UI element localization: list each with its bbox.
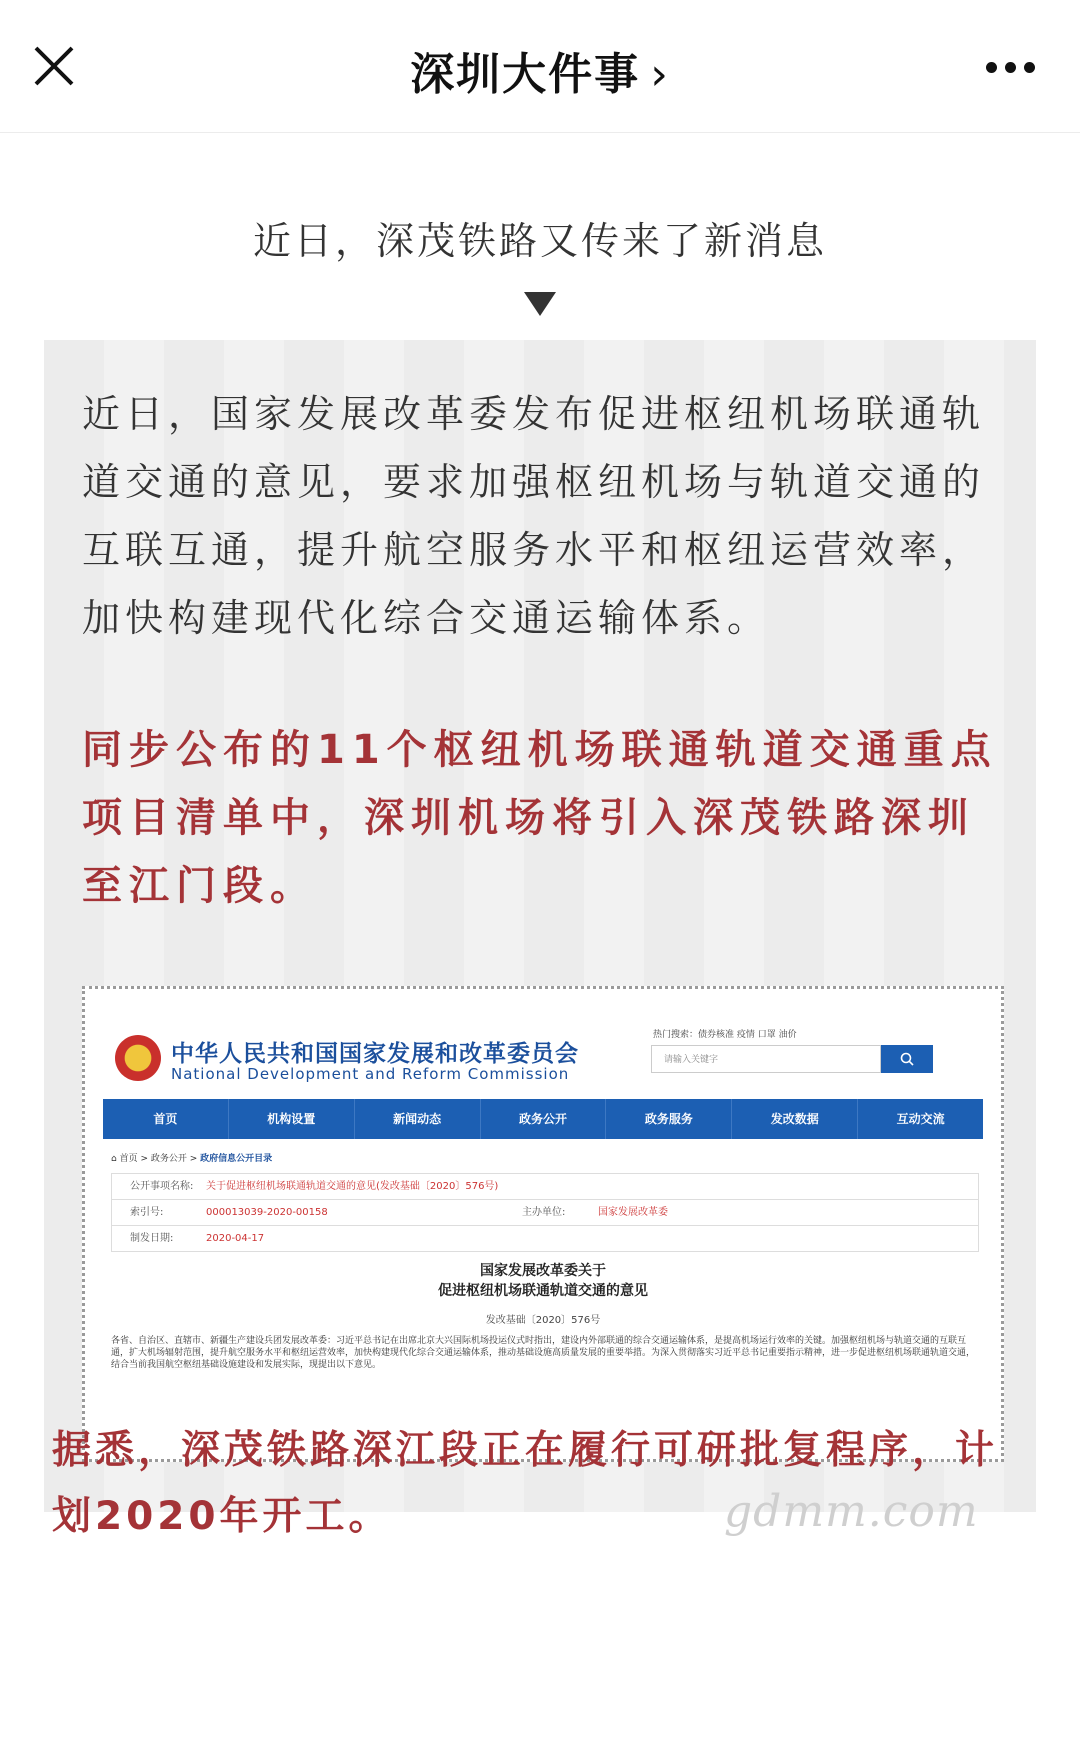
site-nav-item: 发改数据	[732, 1099, 858, 1139]
top-bar	[0, 0, 1080, 133]
site-search-button	[881, 1045, 933, 1073]
site-nav-item: 政务公开	[481, 1099, 607, 1139]
meta-row: 公开事项名称: 关于促进枢纽机场联通轨道交通的意见(发改基础〔2020〕576号)	[112, 1174, 978, 1200]
site-nav-item: 新闻动态	[355, 1099, 481, 1139]
site-nav-item: 首页	[103, 1099, 229, 1139]
site-nav-item: 机构设置	[229, 1099, 355, 1139]
site-breadcrumb: ⌂ 首页 > 政务公开 > 政府信息公开目录	[111, 1154, 273, 1164]
more-button[interactable]	[986, 58, 1044, 74]
home-icon: ⌂	[111, 1154, 120, 1164]
org-name-cn: 中华人民共和国国家发展和改革委员会	[171, 1041, 579, 1067]
doc-meta-table	[111, 1173, 979, 1252]
more-icon	[986, 62, 997, 73]
doc-number: 发改基础〔2020〕576号	[485, 1315, 601, 1326]
website-screenshot-frame	[82, 986, 1004, 1462]
intro-text: 近日，深茂铁路又传来了新消息	[252, 219, 827, 263]
down-arrow-icon	[524, 292, 556, 316]
website-screenshot	[103, 1005, 983, 1439]
paragraph-2-highlight: 同步公布的11个枢纽机场联通轨道交通重点项目清单中，深圳机场将引入深茂铁路深圳至江门段。	[82, 727, 998, 909]
search-icon	[900, 1052, 914, 1066]
org-name-en: National Development and Reform Commission	[171, 1065, 570, 1083]
site-nav-item: 政务服务	[606, 1099, 732, 1139]
site-search-input: 请输入关键字	[651, 1045, 881, 1073]
watermark: gdmm.com	[724, 1486, 979, 1537]
article-panel	[44, 340, 1036, 1512]
meta-row: 索引号: 000013039-2020-00158 主办单位: 国家发展改革委	[112, 1200, 978, 1226]
meta-row: 制发日期: 2020-04-17	[130, 1233, 265, 1244]
account-name: 深圳大件事	[410, 49, 641, 100]
account-title-link[interactable]	[0, 38, 1080, 102]
hot-search: 热门搜索：债券核准 疫情 口罩 油价	[653, 1030, 797, 1040]
site-nav	[103, 1099, 983, 1139]
doc-title: 国家发展改革委关于 促进枢纽机场联通轨道交通的意见	[438, 1263, 648, 1299]
doc-body: 各省、自治区、直辖市、新疆生产建设兵团发展改革委：习近平总书记在出席北京大兴国际机场投运仪式时指出，建设内外部联通的综合交通运输体系，是提高机场运行效率的关键。加强枢纽机场与轨道交通的互联互通，扩大机场辐射范围，提升航空服务水平和枢纽运营效率，加快构建现代化综合交通运输体系，推动基础设施高质量发展的重要举措。为深入贯彻落实习近平总书记重要指示精神，进一步促进枢纽机场联通轨道交通，结合当前我国航空枢纽基础设施建设和发展实际，现提出以下意见。	[111, 1336, 976, 1370]
national-emblem-icon	[115, 1035, 161, 1081]
paragraph-1: 近日，国家发展改革委发布促进枢纽机场联通轨道交通的意见，要求加强枢纽机场与轨道交通的互联互通，提升航空服务水平和枢纽运营效率，加快构建现代化综合交通运输体系。	[82, 392, 986, 640]
paragraph-3-highlight: 据悉，深茂铁路深江段正在履行可研批复程序，计划2020年开工。	[52, 1428, 999, 1539]
site-nav-item: 互动交流	[896, 1112, 945, 1126]
chevron-right-icon: ›	[650, 49, 670, 100]
